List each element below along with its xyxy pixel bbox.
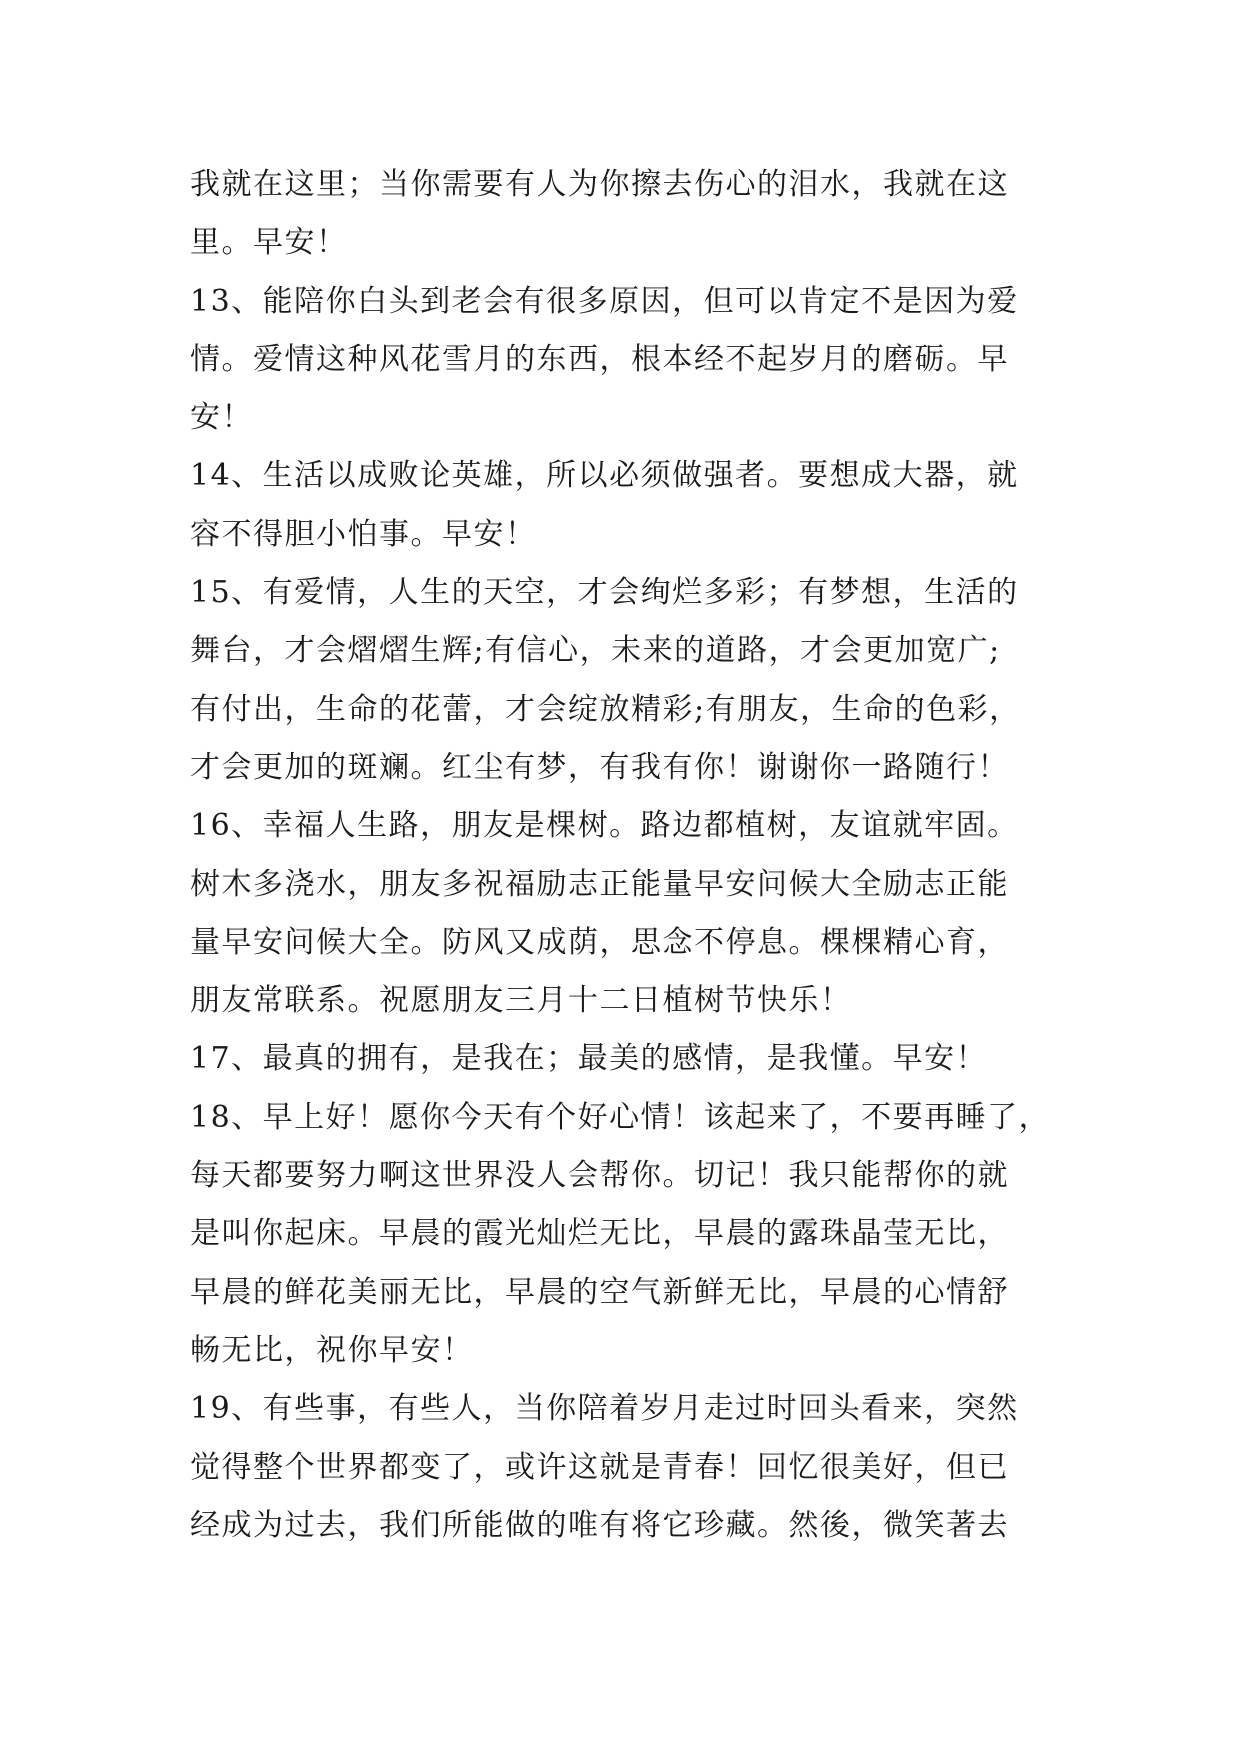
text-line: 我就在这里；当你需要有人为你擦去伤心的泪水，我就在这 xyxy=(190,167,1009,202)
text-line: 朋友常联系。祝愿朋友三月十二日植树节快乐！ xyxy=(190,983,852,1019)
text-line: 安！ xyxy=(190,400,253,436)
text-line: 17、最真的拥有，是我在；最美的感情，是我懂。早安！ xyxy=(190,1041,988,1077)
text-line: 容不得胆小怕事。早安！ xyxy=(190,516,537,552)
text-line: 有付出，生命的花蕾，才会绽放精彩;有朋友，生命的色彩， xyxy=(190,691,1021,727)
text-line: 19、有些事，有些人，当你陪着岁月走过时回头看来，突然 xyxy=(190,1391,1019,1427)
text-line: 16、幸福人生路，朋友是棵树。路边都植树，友谊就牢固。 xyxy=(190,808,1019,844)
document-body xyxy=(190,156,1060,1555)
text-line: 18、早上好！愿你今天有个好心情！该起来了，不要再睡了， xyxy=(190,1099,1051,1135)
text-line: 13、能陪你白头到老会有很多原因，但可以肯定不是因为爱 xyxy=(190,283,1019,319)
text-line: 每天都要努力啊这世界没人会帮你。切记！我只能帮你的就 xyxy=(190,1158,1009,1194)
text-line: 量早安问候大全。防风又成荫，思念不停息。棵棵精心育， xyxy=(190,924,1009,960)
text-line: 畅无比，祝你早安！ xyxy=(190,1332,474,1368)
text-line: 里。早安！ xyxy=(190,225,348,261)
text-line: 觉得整个世界都变了，或许这就是青春！回忆很美好，但已 xyxy=(190,1449,1009,1485)
text-line: 情。爱情这种风花雪月的东西，根本经不起岁月的磨砺。早 xyxy=(190,341,1009,377)
text-line: 是叫你起床。早晨的霞光灿烂无比，早晨的露珠晶莹无比， xyxy=(190,1216,1009,1252)
text-line: 才会更加的斑斓。红尘有梦，有我有你！谢谢你一路随行！ xyxy=(190,749,1009,785)
text-line: 经成为过去，我们所能做的唯有将它珍藏。然後，微笑著去 xyxy=(190,1507,1009,1543)
text-line: 15、有爱情，人生的天空，才会绚烂多彩；有梦想，生活的 xyxy=(190,575,1019,611)
text-line: 树木多浇水，朋友多祝福励志正能量早安问候大全励志正能 xyxy=(190,866,1009,902)
text-line: 14、生活以成败论英雄，所以必须做强者。要想成大器，就 xyxy=(190,458,1019,494)
text-line: 舞台，才会熠熠生辉;有信心，未来的道路，才会更加宽广; xyxy=(190,633,1001,669)
text-line: 早晨的鲜花美丽无比，早晨的空气新鲜无比，早晨的心情舒 xyxy=(190,1274,1009,1310)
